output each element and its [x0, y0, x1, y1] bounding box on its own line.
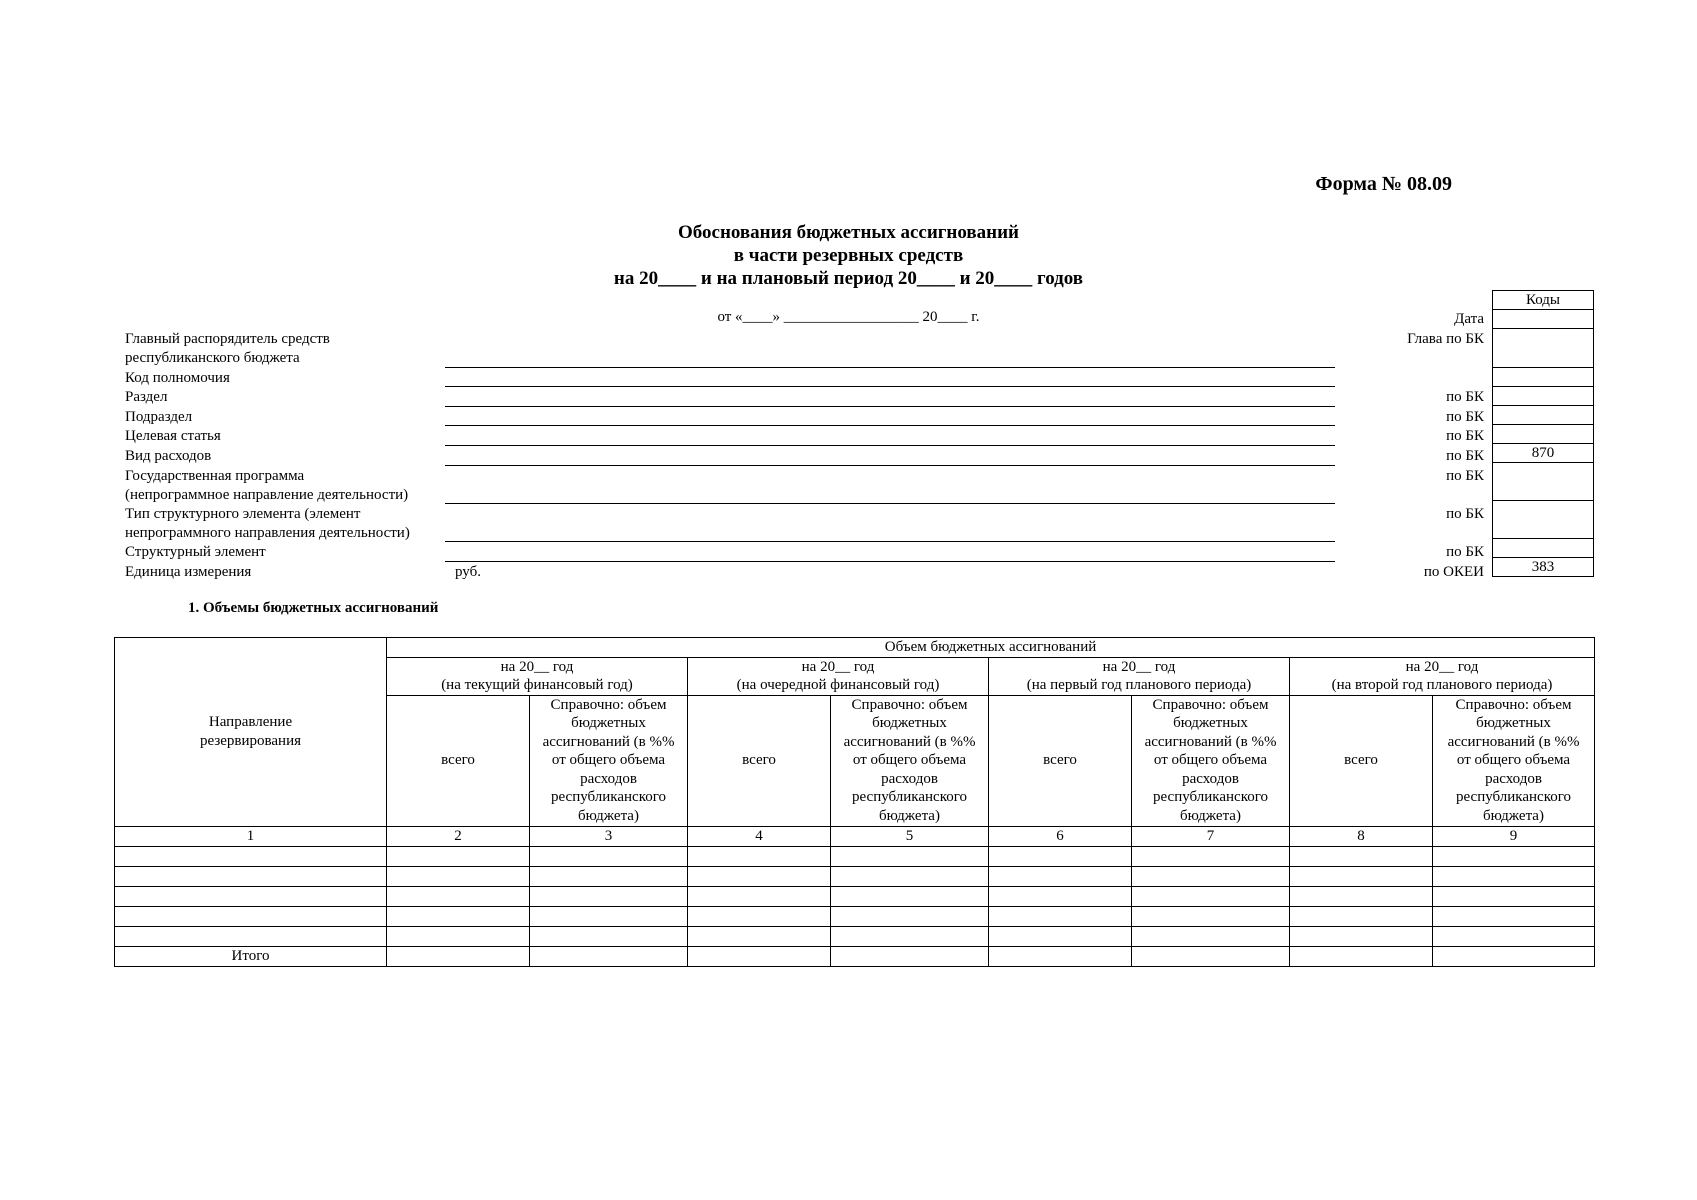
field-line-main-manager[interactable]	[445, 367, 1335, 368]
table-cell[interactable]	[530, 906, 688, 926]
col-number: 1	[115, 826, 387, 846]
col-number: 9	[1433, 826, 1595, 846]
header-year-current: на 20__ год (на текущий финансовый год)	[387, 657, 688, 695]
header-total: всего	[387, 695, 530, 826]
col-number: 8	[1290, 826, 1433, 846]
field-label-target-article: Целевая статья	[125, 428, 221, 444]
table-cell[interactable]	[1290, 926, 1433, 946]
date-code-label: Дата	[1454, 311, 1484, 327]
col-number: 7	[1132, 826, 1290, 846]
table-cell[interactable]	[989, 866, 1132, 886]
document-title-line2: в части резервных средств	[733, 245, 964, 266]
table-cell[interactable]	[115, 906, 387, 926]
table-cell[interactable]	[831, 886, 989, 906]
table-cell[interactable]	[1433, 926, 1595, 946]
table-row	[115, 846, 1595, 866]
header-reference: Справочно: объем бюджетных ассигнований (в %% от общего объема расходов республиканского бюджета)	[530, 695, 688, 826]
table-cell[interactable]	[530, 846, 688, 866]
col-number: 4	[688, 826, 831, 846]
table-cell[interactable]	[1433, 866, 1595, 886]
table-cell[interactable]	[1290, 946, 1433, 966]
table-cell[interactable]	[688, 946, 831, 966]
code-cell-authority[interactable]	[1493, 368, 1594, 387]
section-1-title: 1. Объемы бюджетных ассигнований	[188, 600, 439, 616]
document-title-line1: Обоснования бюджетных ассигнований	[677, 222, 1019, 243]
appropriations-table	[114, 637, 1595, 967]
table-cell[interactable]	[530, 866, 688, 886]
header-volume: Объем бюджетных ассигнований	[387, 638, 1595, 658]
field-line-subsection[interactable]	[445, 425, 1335, 426]
field-line-structural-element[interactable]	[445, 561, 1335, 562]
field-label-expense-type: Вид расходов	[125, 448, 212, 464]
field-label-structural-type: Тип структурного элемента (элемент непрограммного направления деятельности)	[125, 506, 410, 541]
table-cell[interactable]	[1433, 906, 1595, 926]
col-number: 6	[989, 826, 1132, 846]
table-cell[interactable]	[688, 906, 831, 926]
field-label-state-program: Государственная программа (непрограммное направление деятельности)	[125, 468, 409, 503]
table-cell[interactable]	[1290, 906, 1433, 926]
codes-header: Коды	[1493, 291, 1594, 310]
table-cell[interactable]	[387, 886, 530, 906]
code-cell-subsection[interactable]	[1493, 406, 1594, 425]
table-cell[interactable]	[1132, 886, 1290, 906]
right-label-unit: по ОКЕИ	[1423, 564, 1484, 580]
table-row	[115, 866, 1595, 886]
field-label-structural-element: Структурный элемент	[125, 544, 266, 560]
header-reference: Справочно: объем бюджетных ассигнований (в %% от общего объема расходов республиканского бюджета)	[1433, 695, 1595, 826]
table-row	[115, 906, 1595, 926]
codes-table	[1492, 290, 1594, 577]
table-cell[interactable]	[831, 926, 989, 946]
table-cell[interactable]	[989, 906, 1132, 926]
table-cell[interactable]	[115, 886, 387, 906]
field-line-structural-type[interactable]	[445, 541, 1335, 542]
table-cell[interactable]	[1132, 846, 1290, 866]
code-cell-main-manager[interactable]	[1493, 329, 1594, 368]
table-cell[interactable]	[1433, 946, 1595, 966]
table-cell[interactable]	[387, 946, 530, 966]
code-cell-structural-element[interactable]	[1493, 539, 1594, 558]
table-cell[interactable]	[387, 846, 530, 866]
total-label: Итого	[115, 946, 387, 966]
code-cell-target-article[interactable]	[1493, 425, 1594, 444]
table-cell[interactable]	[1132, 926, 1290, 946]
table-cell[interactable]	[831, 946, 989, 966]
table-cell[interactable]	[387, 906, 530, 926]
document-title-line3: на 20____ и на плановый период 20____ и 20____ годов	[613, 268, 1084, 289]
form-number: Форма № 08.09	[1315, 173, 1452, 195]
column-number-row	[115, 826, 1595, 846]
right-label-section: по БК	[1446, 389, 1484, 405]
field-line-section[interactable]	[445, 406, 1335, 407]
table-cell[interactable]	[115, 846, 387, 866]
table-cell[interactable]	[387, 926, 530, 946]
field-value-unit: руб.	[455, 564, 481, 580]
right-label-state-program: по БК	[1446, 468, 1484, 484]
field-label-section: Раздел	[125, 389, 168, 405]
table-cell[interactable]	[989, 926, 1132, 946]
code-cell-date[interactable]	[1493, 310, 1594, 329]
table-cell[interactable]	[1290, 846, 1433, 866]
field-line-authority-code[interactable]	[445, 386, 1335, 387]
table-cell[interactable]	[1433, 846, 1595, 866]
right-label-structural-type: по БК	[1446, 506, 1484, 522]
table-cell[interactable]	[989, 946, 1132, 966]
date-line: от «____» __________________ 20____ г.	[717, 309, 980, 325]
header-direction: Направление резервирования	[115, 638, 387, 827]
right-label-main-manager: Глава по БК	[1407, 331, 1484, 347]
right-label-expense-type: по БК	[1446, 448, 1484, 464]
table-cell[interactable]	[1132, 866, 1290, 886]
header-total: всего	[688, 695, 831, 826]
field-line-target-article[interactable]	[445, 445, 1335, 446]
table-cell[interactable]	[530, 946, 688, 966]
table-cell[interactable]	[688, 846, 831, 866]
table-cell[interactable]	[115, 926, 387, 946]
total-row	[115, 946, 1595, 966]
code-cell-state-program[interactable]	[1493, 463, 1594, 501]
col-number: 3	[530, 826, 688, 846]
table-row	[115, 926, 1595, 946]
code-cell-unit[interactable]: 383	[1493, 558, 1594, 577]
table-cell[interactable]	[1290, 866, 1433, 886]
table-cell[interactable]	[530, 886, 688, 906]
header-reference: Справочно: объем бюджетных ассигнований (в %% от общего объема расходов республиканского бюджета)	[831, 695, 989, 826]
col-number: 5	[831, 826, 989, 846]
table-cell[interactable]	[1433, 886, 1595, 906]
table-cell[interactable]	[989, 886, 1132, 906]
col-number: 2	[387, 826, 530, 846]
table-cell[interactable]	[387, 866, 530, 886]
header-year-plan1: на 20__ год (на первый год планового периода)	[989, 657, 1290, 695]
header-year-next: на 20__ год (на очередной финансовый год)	[688, 657, 989, 695]
table-cell[interactable]	[831, 906, 989, 926]
field-label-authority-code: Код полномочия	[125, 370, 230, 386]
table-cell[interactable]	[1132, 906, 1290, 926]
field-line-expense-type[interactable]	[445, 465, 1335, 466]
table-cell[interactable]	[688, 926, 831, 946]
header-total: всего	[989, 695, 1132, 826]
header-year-plan2: на 20__ год (на второй год планового периода)	[1290, 657, 1595, 695]
table-cell[interactable]	[530, 926, 688, 946]
right-label-subsection: по БК	[1446, 409, 1484, 425]
table-cell[interactable]	[688, 866, 831, 886]
table-row	[115, 886, 1595, 906]
table-cell[interactable]	[831, 866, 989, 886]
header-reference: Справочно: объем бюджетных ассигнований (в %% от общего объема расходов республиканского бюджета)	[1132, 695, 1290, 826]
table-cell[interactable]	[989, 846, 1132, 866]
table-cell[interactable]	[1290, 886, 1433, 906]
right-label-structural-element: по БК	[1446, 544, 1484, 560]
table-cell[interactable]	[688, 886, 831, 906]
table-cell[interactable]	[115, 866, 387, 886]
code-cell-structural-type[interactable]	[1493, 501, 1594, 539]
table-cell[interactable]	[831, 846, 989, 866]
right-label-target-article: по БК	[1446, 428, 1484, 444]
code-cell-expense-type[interactable]: 870	[1493, 444, 1594, 463]
field-line-state-program[interactable]	[445, 503, 1335, 504]
code-cell-section[interactable]	[1493, 387, 1594, 406]
field-label-subsection: Подраздел	[125, 409, 193, 425]
header-total: всего	[1290, 695, 1433, 826]
field-label-unit: Единица измерения	[125, 564, 252, 580]
field-label-main-manager: Главный распорядитель средств республиканского бюджета	[125, 331, 330, 366]
table-cell[interactable]	[1132, 946, 1290, 966]
